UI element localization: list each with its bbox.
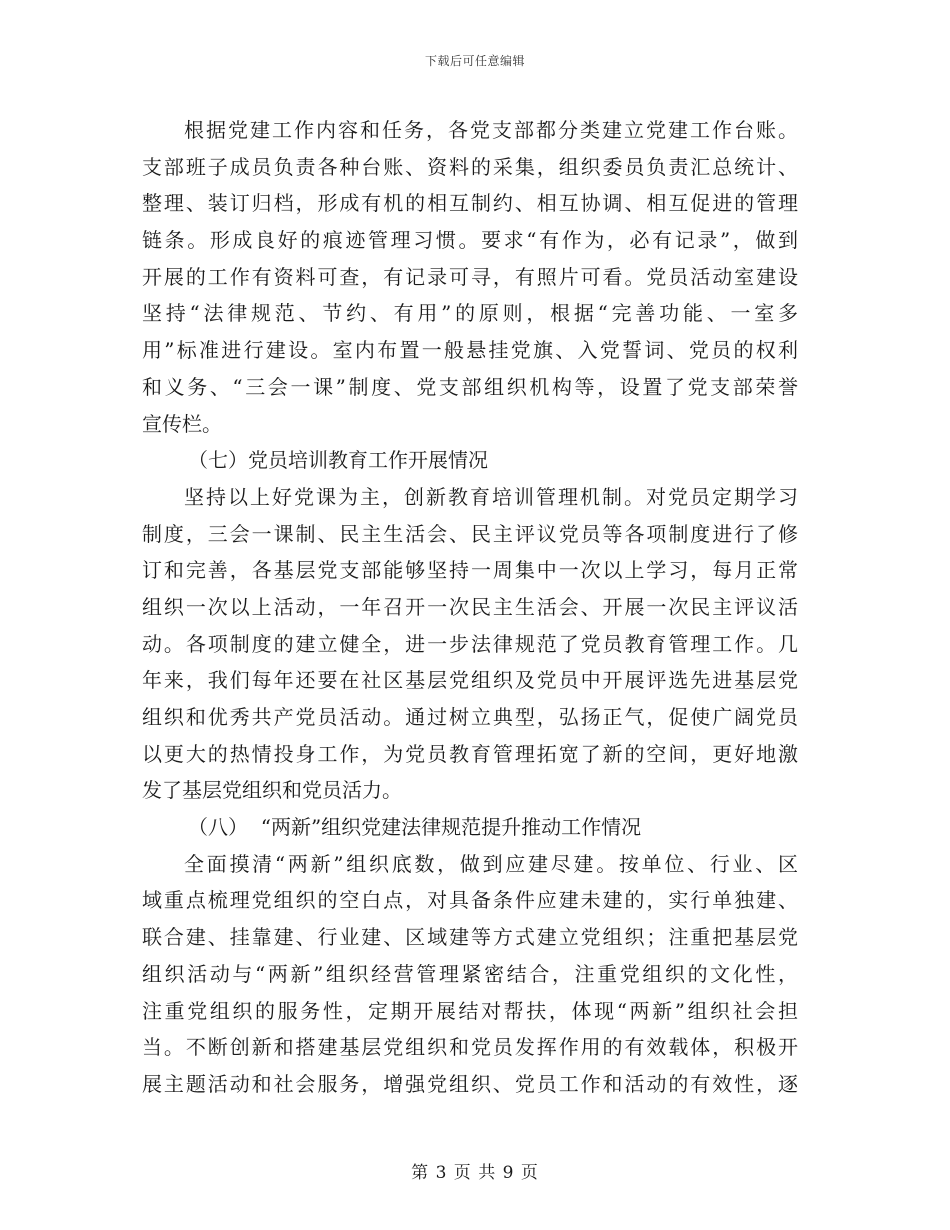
paragraph-line: 组织一次以上活动，一年召开一次民主生活会、开展一次民主评议活: [142, 594, 798, 619]
page-header: 下载后可任意编辑: [424, 54, 525, 68]
paragraph-line: 链条。形成良好的痕迹管理习惯。要求“有作为，必有记录”，做到: [142, 228, 798, 253]
section-heading: （七）党员培训教育工作开展情况: [188, 448, 488, 473]
paragraph-line: 全面摸清“两新”组织底数，做到应建尽建。按单位、行业、区: [184, 851, 798, 876]
paragraph-line: 和义务、“三会一课”制度、党支部组织机构等，设置了党支部荣誉: [142, 374, 798, 399]
paragraph-line: 坚持“法律规范、节约、有用”的原则，根据“完善功能、一室多: [142, 301, 798, 326]
paragraph-line: 制度，三会一课制、民主生活会、民主评议党员等各项制度进行了修: [142, 521, 798, 546]
paragraph-line: 坚持以上好党课为主，创新教育培训管理机制。对党员定期学习: [184, 484, 798, 509]
paragraph-line: 组织活动与“两新”组织经营管理紧密结合，注重党组织的文化性，: [142, 961, 798, 986]
paragraph-line: 动。各项制度的建立健全，进一步法律规范了党员教育管理工作。几: [142, 631, 798, 656]
paragraph-line: 支部班子成员负责各种台账、资料的采集，组织委员负责汇总统计、: [142, 154, 798, 179]
paragraph-line: 域重点梳理党组织的空白点，对具备条件应建未建的，实行单独建、: [142, 888, 798, 913]
paragraph-line: 开展的工作有资料可查，有记录可寻，有照片可看。党员活动室建设: [142, 264, 798, 289]
paragraph-line: 订和完善，各基层党支部能够坚持一周集中一次以上学习，每月正常: [142, 558, 798, 583]
paragraph-line: 组织和优秀共产党员活动。通过树立典型，弘扬正气，促使广阔党员: [142, 705, 798, 729]
page-number-footer: 第 3 页 共 9 页: [411, 1163, 539, 1183]
paragraph-line: 展主题活动和社会服务，增强党组织、党员工作和活动的有效性，逐: [142, 1071, 798, 1096]
paragraph-line: 用”标准进行建设。室内布置一般悬挂党旗、入党誓词、党员的权利: [142, 338, 798, 363]
paragraph-line: 当。不断创新和搭建基层党组织和党员发挥作用的有效载体，积极开: [142, 1035, 798, 1060]
section-heading: （八） “两新”组织党建法律规范提升推动工作情况: [188, 815, 642, 840]
paragraph-line: 根据党建工作内容和任务，各党支部都分类建立党建工作台账。: [184, 118, 798, 142]
paragraph-line: 联合建、挂靠建、行业建、区域建等方式建立党组织；注重把基层党: [142, 925, 798, 950]
document-body: [142, 112, 798, 1103]
paragraph-line: 以更大的热情投身工作，为党员教育管理拓宽了新的空间，更好地激: [142, 741, 798, 766]
paragraph-line: 注重党组织的服务性，定期开展结对帮扶，体现“两新”组织社会担: [142, 998, 798, 1023]
paragraph-line: 整理、装订归档，形成有机的相互制约、相互协调、相互促进的管理: [142, 191, 798, 216]
paragraph-line: 发了基层党组织和党员活力。: [142, 778, 402, 803]
paragraph-line: 宣传栏。: [142, 411, 222, 436]
paragraph-line: 年来，我们每年还要在社区基层党组织及党员中开展评选先进基层党: [142, 668, 798, 693]
